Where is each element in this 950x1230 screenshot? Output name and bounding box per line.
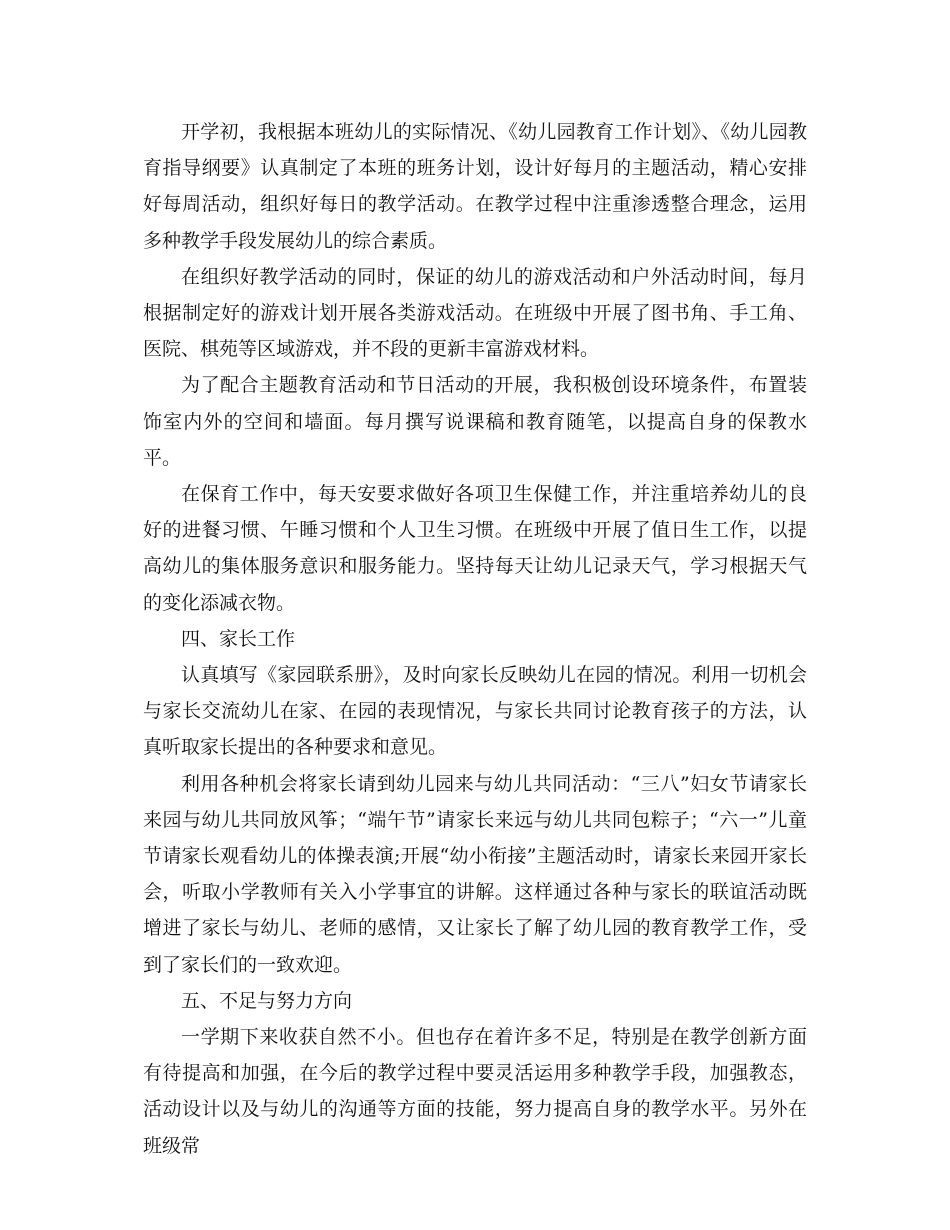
paragraph-care-work: 在保育工作中，每天安要求做好各项卫生保健工作，并注重培养幼儿的良好的进餐习惯、午睡习惯和个人卫生习惯。在班级中开展了值日生工作，以提高幼儿的集体服务意识和服务能力。坚持每天让幼儿记录天气，学习根据天气的变化添减衣物。 <box>143 483 807 614</box>
paragraph-environment: 为了配合主题教育活动和节日活动的开展，我积极创设环境条件，布置装饰室内外的空间和墙面。每月撰写说课稿和教育随笔，以提高自身的保教水平。 <box>143 374 807 469</box>
section-heading-parent-work: 四、家长工作 <box>181 627 296 650</box>
section-heading-shortcomings: 五、不足与努力方向 <box>181 989 353 1012</box>
paragraph-game-activities: 在组织好教学活动的同时，保证的幼儿的游戏活动和户外活动时间，每月根据制定好的游戏计划开展各类游戏活动。在班级中开展了图书角、手工角、医院、棋苑等区域游戏，并不段的更新丰富游戏材料。 <box>143 265 807 361</box>
paragraph-parent-activities: 利用各种机会将家长请到幼儿园来与幼儿共同活动：“三八”妇女节请家长来园与幼儿共同放风筝；“端午节”请家长来远与幼儿共同包粽子；“六一”儿童节请家长观看幼儿的体操表演;开展“幼小衔接”主题活动时，请家长来园开家长会，听取小学教师有关入小学事宜的讲解。这样通过各种与家长的联谊活动既增进了家长与幼儿、老师的感情，又让家长了解了幼儿园的教育教学工作，受到了家长们的一致欢迎。 <box>143 772 807 976</box>
paragraph-lesson-planning: 开学初，我根据本班幼儿的实际情况、《幼儿园教育工作计划》、《幼儿园教育指导纲要》认真制定了本班的班务计划，设计好每月的主题活动，精心安排好每周活动，组织好每日的教学活动。在教学过程中注重渗透整合理念，运用多种教学手段发展幼儿的综合素质。 <box>143 121 807 252</box>
document-body <box>143 114 807 1164</box>
paragraph-parent-contact: 认真填写《家园联系册》，及时向家长反映幼儿在园的情况。利用一切机会与家长交流幼儿在家、在园的表现情况，与家长共同讨论教育孩子的方法，认真听取家长提出的各种要求和意见。 <box>143 664 807 759</box>
paragraph-shortcomings: 一学期下来收获自然不小。但也存在着许多不足，特别是在教学创新方面有待提高和加强，在今后的教学过程中要灵活运用多种教学手段，加强教态，活动设计以及与幼儿的沟通等方面的技能，努力提高自身的教学水平。另外在班级常 <box>143 1026 807 1157</box>
